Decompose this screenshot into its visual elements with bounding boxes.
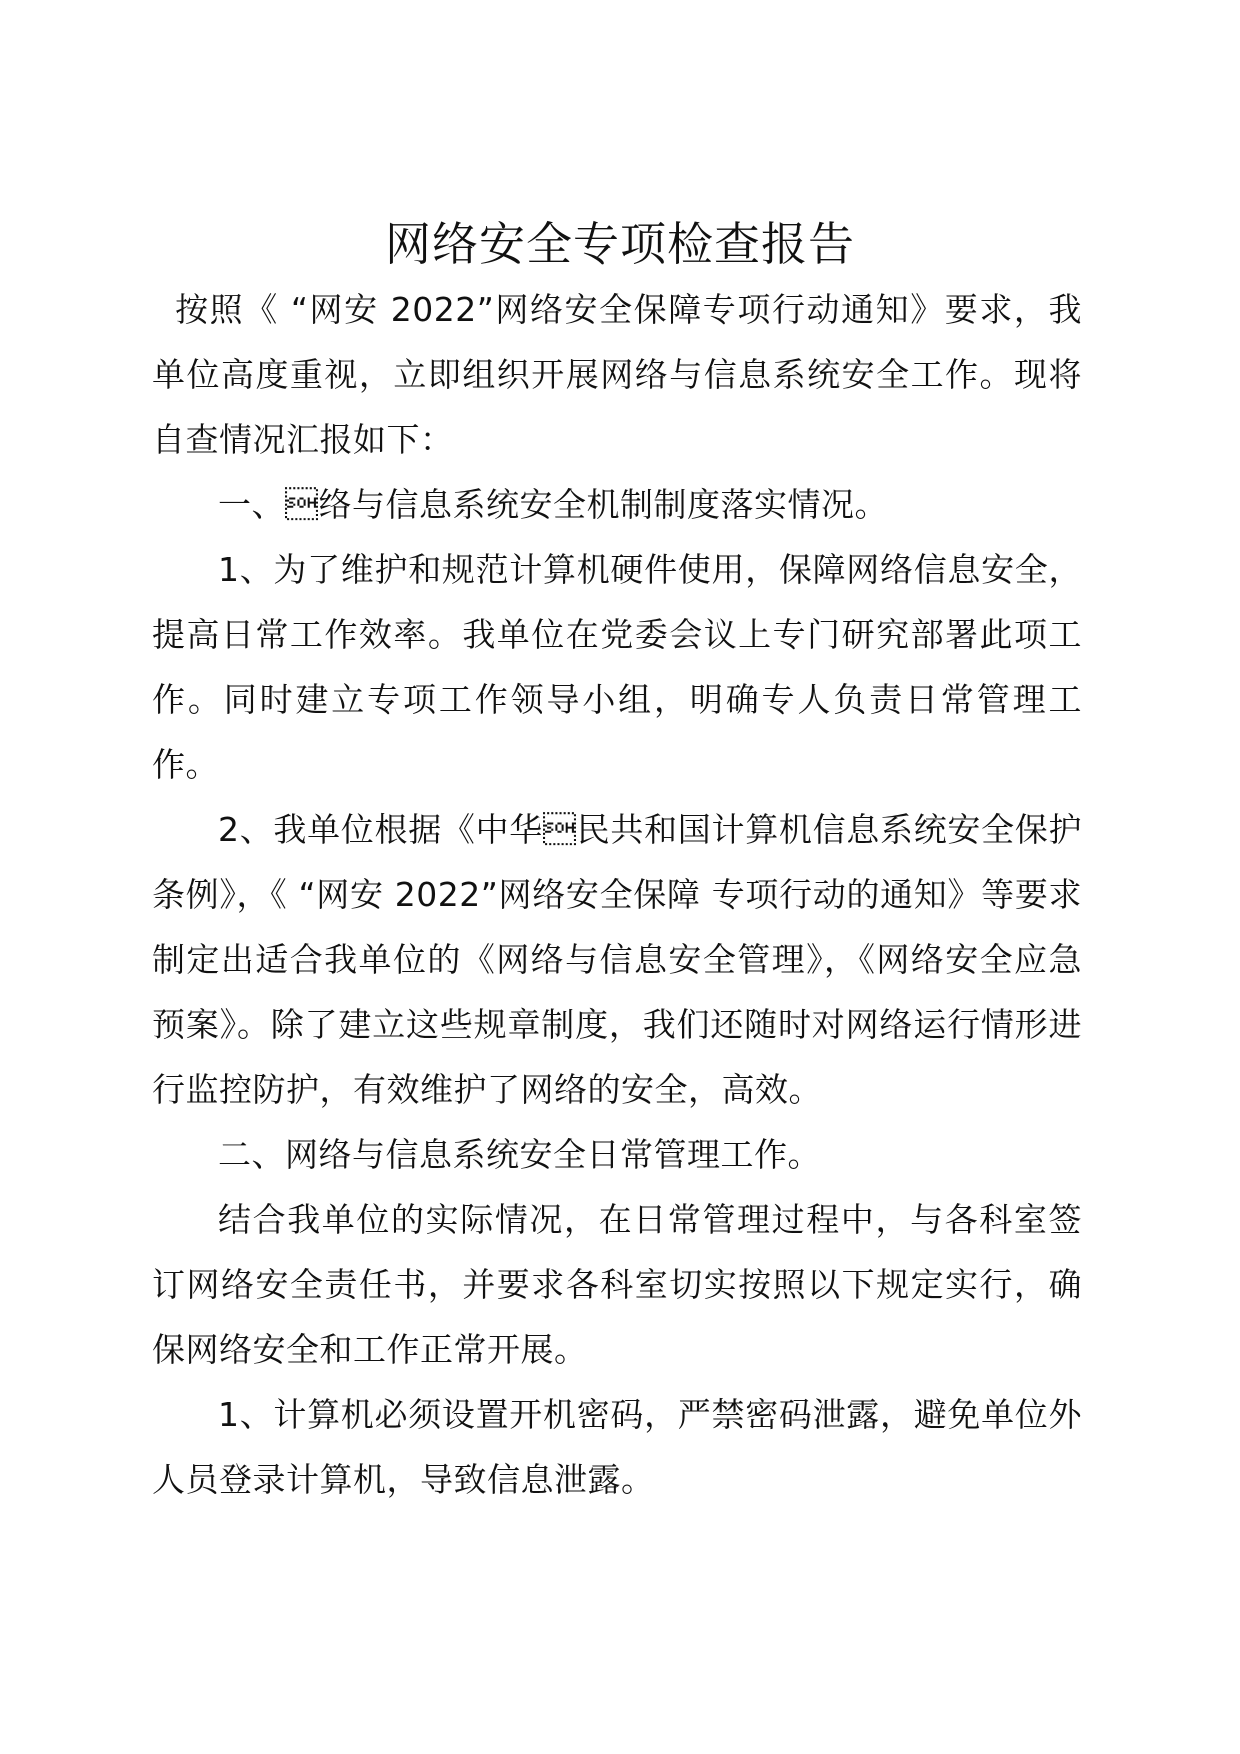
document-body	[152, 277, 1082, 1512]
section-2-intro-paragraph: 结合我单位的实际情况，在日常管理过程中，与各科室签订网络安全责任书，并要求各科室切实按照以下规定实行，确保网络安全和工作正常开展。	[152, 1200, 1082, 1369]
paragraph-item-2: 2、我单位根据《中华民共和国计算机信息系统安全保护条例》，《 “网安 2022”网络安全保障 专项行动的通知》等要求制定出适合我单位的《网络与信息安全管理》，《网络安全应急预案》。除了建立这些规章制度，我们还随时对网络运行情形进行监控防护，有效维护了网络的安全，高效。	[152, 810, 1082, 1109]
paragraph-item-1: 1、为了维护和规范计算机硬件使用，保障网络信息安全，提高日常工作效率。我单位在党委会议上专门研究部署此项工作。同时建立专项工作领导小组，明确专人负责日常管理工作。	[152, 550, 1082, 784]
section-heading-1: 一、络与信息系统安全机制制度落实情况。	[218, 485, 888, 524]
intro-paragraph: 按照《 “网安 2022”网络安全保障专项行动通知》要求，我单位高度重视，立即组织开展网络与信息系统安全工作。现将自查情况汇报如下：	[152, 290, 1082, 459]
document-title: 网络安全专项检查报告	[385, 217, 855, 271]
paragraph-item-3: 1、计算机必须设置开机密码，严禁密码泄露，避免单位外人员登录计算机，导致信息泄露。	[152, 1395, 1082, 1499]
section-heading-2: 二、网络与信息系统安全日常管理工作。	[218, 1135, 821, 1174]
